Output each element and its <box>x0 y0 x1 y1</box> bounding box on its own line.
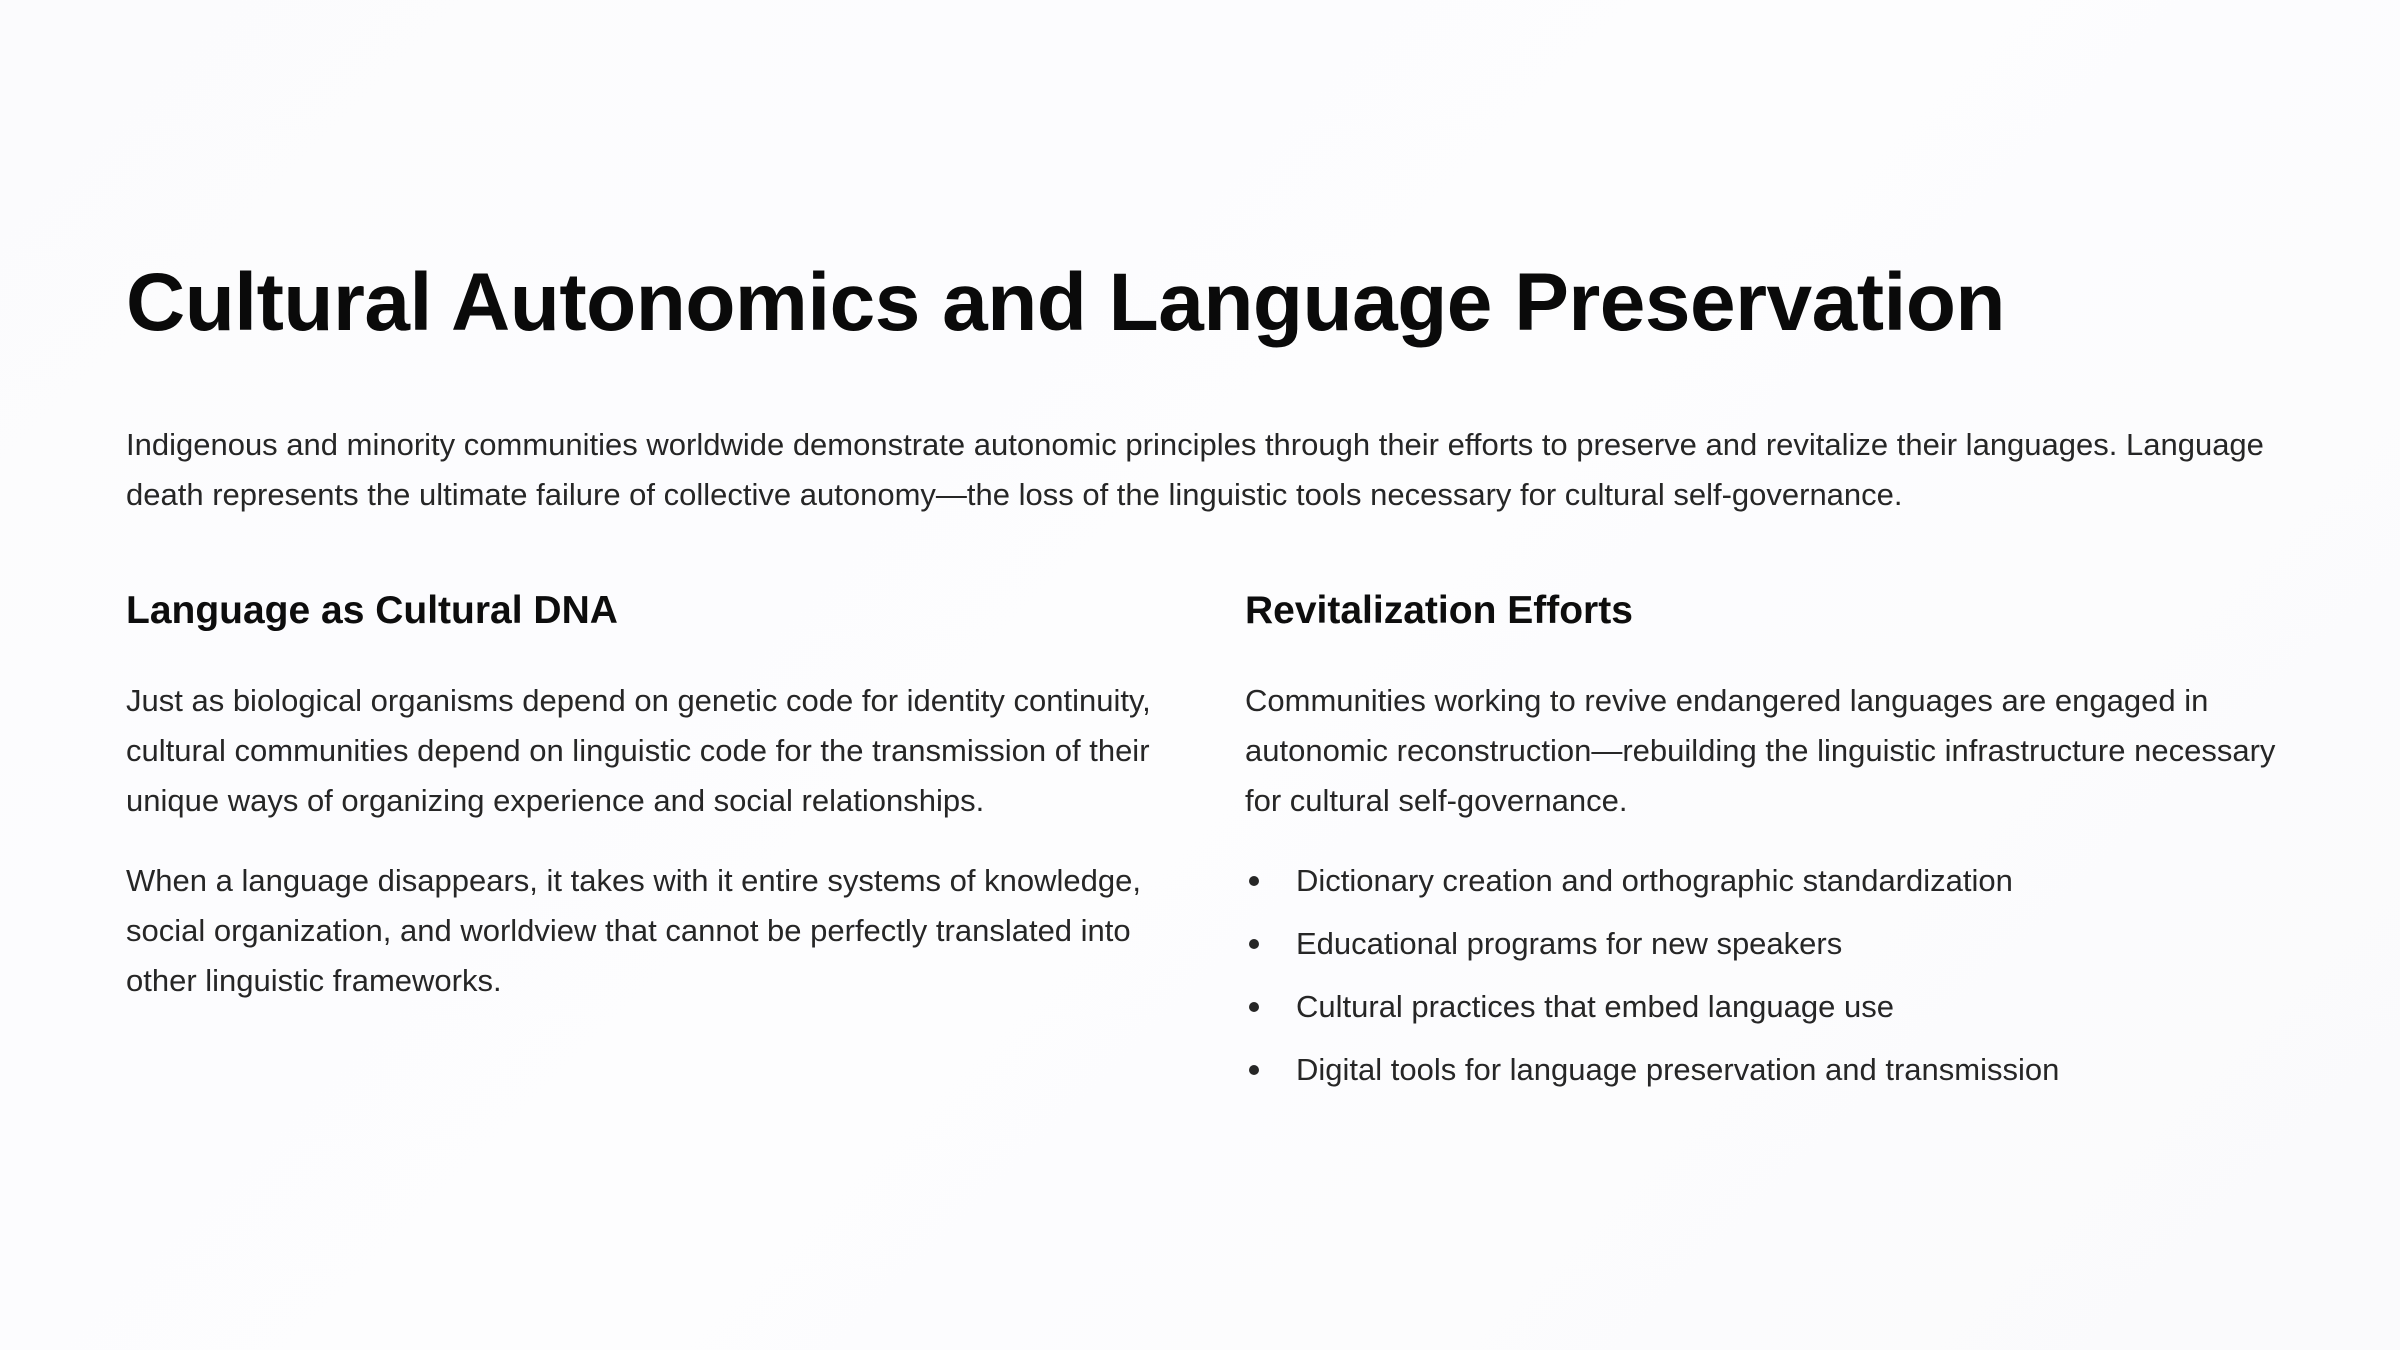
bullet-dot-icon <box>1249 1002 1259 1012</box>
left-paragraph-1: Just as biological organisms depend on genetic code for identity continuity, cultural communities depend on linguistic code for the transmission of their unique ways of organizing experience and social relationships. <box>126 683 1151 818</box>
list-item-text: Dictionary creation and orthographic standardization <box>1296 863 2013 898</box>
revitalization-list <box>1245 856 2295 1095</box>
right-column <box>1245 580 2295 1108</box>
left-column <box>126 580 1176 1036</box>
right-paragraph: Communities working to revive endangered languages are engaged in autonomic reconstruction—rebuilding the linguistic infrastructure necessary for cultural self-governance. <box>1245 683 2276 818</box>
list-item <box>1245 982 2295 1032</box>
list-item-text: Cultural practices that embed language use <box>1296 989 1894 1024</box>
intro-paragraph: Indigenous and minority communities worldwide demonstrate autonomic principles through their efforts to preserve and revitalize their languages. Language death represents the ultimate failure of collective autonomy—the loss of the linguistic tools necessary for cultural self-governance. <box>126 427 2264 512</box>
list-item <box>1245 919 2295 969</box>
right-section-heading: Revitalization Efforts <box>1245 589 1633 632</box>
slide-title: Cultural Autonomics and Language Preservation <box>126 257 2005 348</box>
left-section-heading: Language as Cultural DNA <box>126 589 618 632</box>
list-item-text: Digital tools for language preservation and transmission <box>1296 1052 2060 1087</box>
bullet-dot-icon <box>1249 876 1259 886</box>
list-item-text: Educational programs for new speakers <box>1296 926 1843 961</box>
bullet-dot-icon <box>1249 939 1259 949</box>
left-paragraph-2: When a language disappears, it takes with it entire systems of knowledge, social organization, and worldview that cannot be perfectly translated into other linguistic frameworks. <box>126 863 1141 998</box>
bullet-dot-icon <box>1249 1065 1259 1075</box>
list-item <box>1245 856 2295 906</box>
list-item <box>1245 1045 2295 1095</box>
